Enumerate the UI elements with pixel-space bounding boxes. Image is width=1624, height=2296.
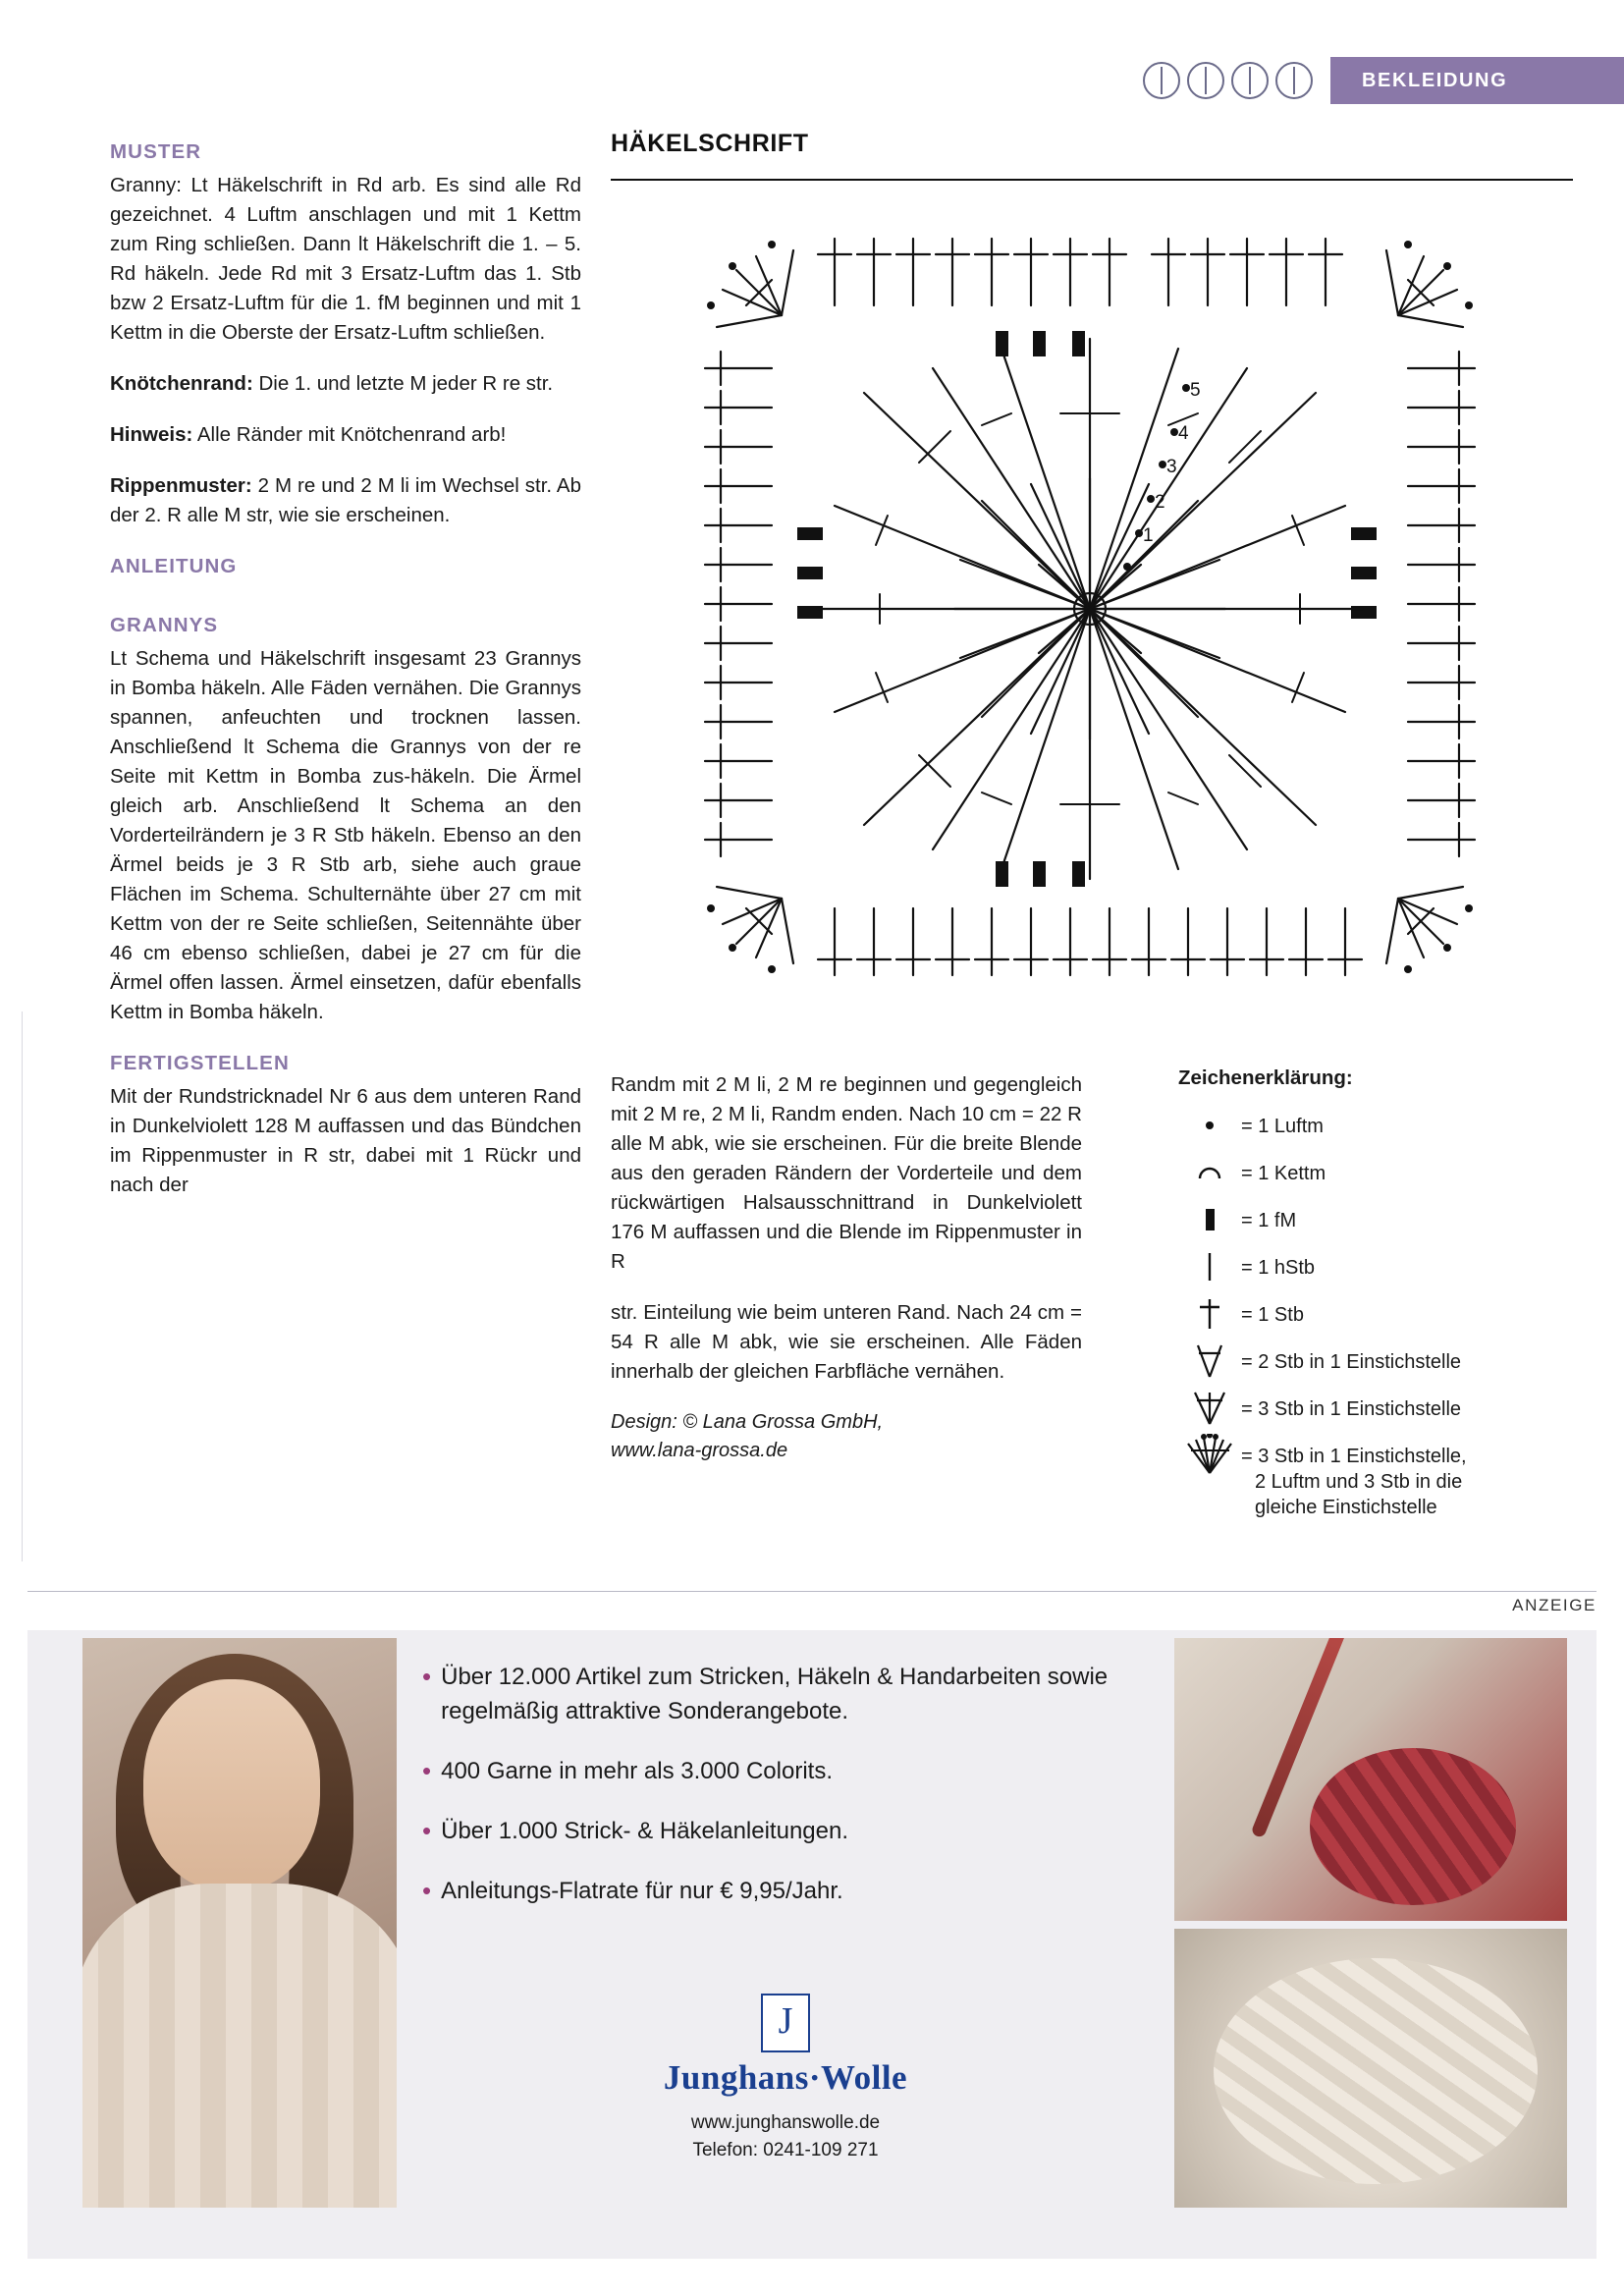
advert-url[interactable]: www.junghanswolle.de <box>690 2112 881 2133</box>
legend-label-line3: gleiche Einstichstelle <box>1255 1497 1437 1518</box>
advert-bullet-item <box>422 1660 1149 1728</box>
title-divider <box>611 179 1573 181</box>
single-crochet-icon <box>1178 1203 1241 1236</box>
legend-item-3stb <box>1178 1392 1591 1425</box>
yarn-ball-icon <box>1143 62 1180 99</box>
section-title-grannys: GRANNYS <box>110 614 219 636</box>
legend-label: = 3 Stb in 1 Einstichstelle <box>1241 1398 1462 1420</box>
legend-label: = 1 Kettm <box>1241 1163 1326 1184</box>
advert-phone: Telefon: 0241-109 271 <box>692 2140 879 2160</box>
legend-block <box>1178 1066 1591 1534</box>
middle-text-column <box>611 1070 1082 1465</box>
hinweis-paragraph <box>110 420 581 450</box>
left-text-column <box>110 137 581 1222</box>
two-double-crochet-cluster-icon <box>1178 1344 1241 1378</box>
bullet-dot-icon: • <box>422 1662 432 1691</box>
legend-label-line1: = 3 Stb in 1 Einstichstelle, <box>1241 1446 1467 1467</box>
round-label-1: 1 <box>1143 525 1154 546</box>
yarn-ball-icon <box>1187 62 1224 99</box>
legend-label-multiline <box>1241 1439 1467 1520</box>
section-title-fertigstellen: FERTIGSTELLEN <box>110 1052 290 1074</box>
chain-stitch-icon <box>1178 1109 1241 1142</box>
yarn-icon-group <box>1143 62 1313 99</box>
slip-stitch-icon <box>1178 1156 1241 1189</box>
legend-label: = 1 Luftm <box>1241 1116 1324 1137</box>
category-badge: BEKLEIDUNG <box>1330 57 1624 104</box>
design-credit-line2: www.lana-grossa.de <box>611 1440 788 1461</box>
advert-photo-knitting-hands <box>1174 1638 1567 1921</box>
three-double-crochet-cluster-icon <box>1178 1392 1241 1425</box>
hinweis-label: Hinweis: <box>110 423 193 446</box>
round-label-3: 3 <box>1166 457 1177 477</box>
knoetchenrand-paragraph <box>110 369 581 399</box>
bullet-dot-icon: • <box>422 1816 432 1845</box>
legend-item-hstb <box>1178 1250 1591 1284</box>
fertigstellen-text: Mit der Rundstricknadel Nr 6 aus dem unteren Rand in Dunkelviolett 128 M auffassen und das Bündchen im Rippenmuster in R str, dabei mit 1 Rückr und nach der <box>110 1085 581 1196</box>
crochet-chart-diagram <box>687 221 1512 997</box>
yarn-ball-icon <box>1275 62 1313 99</box>
junghans-logo-icon <box>761 1994 810 2052</box>
advert-label: ANZEIGE <box>1512 1596 1597 1614</box>
legend-item-fan <box>1178 1439 1591 1520</box>
legend-item-luftm <box>1178 1109 1591 1142</box>
legend-item-kettm <box>1178 1156 1591 1189</box>
red-yarn-ball <box>1310 1748 1516 1905</box>
bullet-dot-icon: • <box>422 1876 432 1905</box>
chart-title: HÄKELSCHRIFT <box>611 130 809 157</box>
cream-wool-skein <box>1214 1958 1538 2184</box>
middle-text-1: Randm mit 2 M li, 2 M re beginnen und gegengleich mit 2 M re, 2 M li, Randm enden. Nach 10 cm = 22 R alle M abk, wie sie erscheinen. Für die breite Blende aus den geraden Rändern der Vorderteile und dem rückwärtigen Halsausschnittrand in Dunkelviolett 176 M auffassen und die Blende im Rippenmuster in R <box>611 1073 1082 1273</box>
advert-bullet-text: Über 1.000 Strick- & Häkelanleitungen. <box>441 1818 848 1844</box>
shell-cluster-icon <box>1178 1439 1241 1472</box>
advert-logo-block[interactable] <box>422 1994 1149 2164</box>
page-edge-marker <box>0 1011 23 1561</box>
double-crochet-icon <box>1178 1297 1241 1331</box>
knoetchenrand-label: Knötchenrand: <box>110 372 253 395</box>
legend-label-line2: 2 Luftm und 3 Stb in die <box>1255 1471 1463 1493</box>
bullet-dot-icon: • <box>422 1756 432 1785</box>
legend-label: = 1 fM <box>1241 1210 1297 1231</box>
advert-bullet-text: Anleitungs-Flatrate für nur € 9,95/Jahr. <box>441 1878 843 1904</box>
brand-name: Junghans·Wolle <box>663 2058 908 2097</box>
section-title-muster: MUSTER <box>110 140 202 163</box>
round-label-5: 5 <box>1190 380 1201 401</box>
legend-title: Zeichenerklärung: <box>1178 1066 1353 1089</box>
round-label-2: 2 <box>1155 492 1165 513</box>
rippenmuster-label: Rippenmuster: <box>110 474 252 497</box>
round-label-4: 4 <box>1178 423 1189 444</box>
grannys-text: Lt Schema und Häkelschrift insgesamt 23 Grannys in Bomba häkeln. Alle Fäden vernähen. Die Grannys spannen, anfeuchten und trocknen lassen. Anschließend lt Schema die Grannys von der re Seite mit Kettm in Bomba zus-häkeln. Die Ärmel gleich arb. Anschließend lt Schema an den Vorderteilrändern je 3 R Stb häkeln. Ebenso an den Ärmel beids je 3 R Stb arb, siehe auch graue Flächen im Schema. Schulternähte über 27 cm mit Kettm von der re Seite schließen, Seitennähte über 46 cm ebenso schließen, dabei je 27 cm für die Ärmel offen lassen. Ärmel einsetzen, dafür ebenfalls Kettm in Bomba häkeln. <box>110 647 581 1023</box>
legend-label: = 2 Stb in 1 Einstichstelle <box>1241 1351 1462 1373</box>
advert-bullet-text: Über 12.000 Artikel zum Stricken, Häkeln & Handarbeiten sowie regelmäßig attraktive Sonderangebote. <box>441 1664 1109 1724</box>
legend-label: = 1 hStb <box>1241 1257 1316 1279</box>
legend-label: = 1 Stb <box>1241 1304 1304 1326</box>
middle-text-2: str. Einteilung wie beim unteren Rand. Nach 24 cm = 54 R alle M abk, wie sie erscheinen. Alle Fäden innerhalb der gleichen Farbfläche vernähen. <box>611 1301 1082 1383</box>
half-double-crochet-icon <box>1178 1250 1241 1284</box>
design-credit-line1: Design: © Lana Grossa GmbH, <box>611 1411 884 1433</box>
advert-divider <box>27 1591 1597 1592</box>
rippenmuster-paragraph <box>110 471 581 530</box>
model-face <box>143 1679 320 1890</box>
legend-item-fm <box>1178 1203 1591 1236</box>
yarn-ball-icon <box>1231 62 1269 99</box>
section-title-anleitung: ANLEITUNG <box>110 555 238 577</box>
knoetchenrand-text: Die 1. und letzte M jeder R re str. <box>252 372 554 395</box>
rippenmuster-text: 2 M re und 2 M li im Wechsel str. Ab der 2. R alle M str, wie sie erscheinen. <box>110 474 581 526</box>
model-sweater <box>82 1884 397 2208</box>
advert-bullet-item <box>422 1874 1149 1908</box>
advert-photo-model <box>82 1638 397 2208</box>
legend-item-2stb <box>1178 1344 1591 1378</box>
legend-item-stb <box>1178 1297 1591 1331</box>
advert-bullet-item <box>422 1814 1149 1848</box>
advert-bullet-item <box>422 1754 1149 1788</box>
advert-photo-wool <box>1174 1929 1567 2208</box>
advert-bullet-list <box>422 1660 1149 1934</box>
hinweis-text: Alle Ränder mit Knötchenrand arb! <box>192 423 507 446</box>
advert-bullet-text: 400 Garne in mehr als 3.000 Colorits. <box>441 1758 833 1784</box>
page-header <box>1143 57 1624 104</box>
muster-text: Granny: Lt Häkelschrift in Rd arb. Es sind alle Rd gezeichnet. 4 Luftm anschlagen und mit 1 Kettm zum Ring schließen. Dann lt Häkelschrift die 1. – 5. Rd häkeln. Jede Rd mit 3 Ersatz-Luftm das 1. Stb bzw 2 Ersatz-Luftm für die 1. fM beginnen und mit 1 Kettm in die Oberste der Ersatz-Luftm schließen. <box>110 174 581 344</box>
